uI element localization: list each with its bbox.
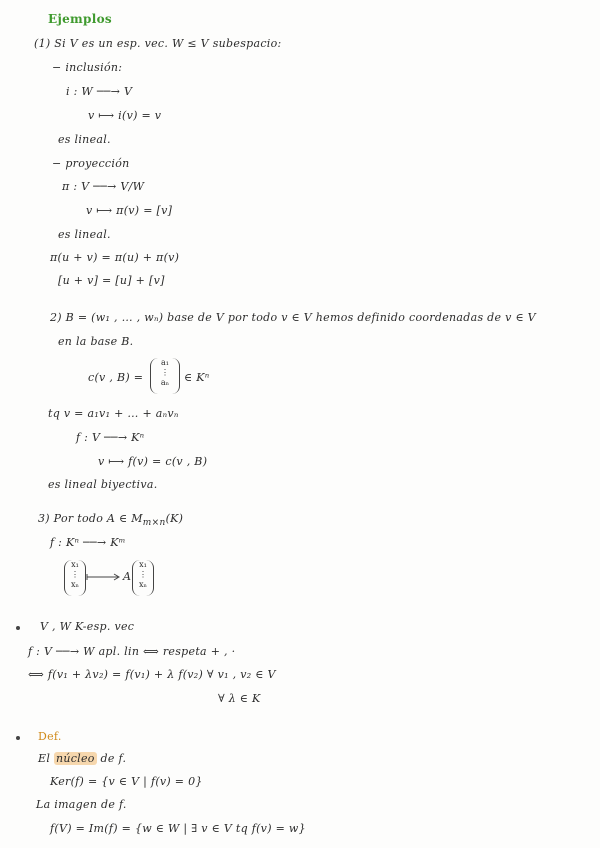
image-label: La imagen de f. <box>36 798 127 811</box>
image-definition: f(V) = Im(f) = {w ∈ W | ∃ v ∈ V tq f(v) = w} <box>50 822 306 835</box>
inclusion-label: − inclusión: <box>52 61 123 74</box>
projection-rule: v ⟼ π(v) = [v] <box>86 204 173 217</box>
projection-map: π : V ──→ V/W <box>62 180 145 193</box>
matrix-a: A <box>123 570 132 583</box>
vector-entry: ⋮ <box>139 570 147 579</box>
nucleo-highlight: núcleo <box>55 752 95 765</box>
matrix-map: f : Kⁿ ──→ Kᵐ <box>50 536 126 549</box>
coordinate-lhs: c(v , B) = <box>88 371 144 384</box>
coordinate-rule: v ⟼ f(v) = c(v , B) <box>98 455 208 468</box>
matrix-entry: aₙ <box>160 378 170 387</box>
vector-entry: xₙ <box>139 580 147 589</box>
base-label: en la base B. <box>58 335 134 348</box>
projection-equation-2: [u + v] = [u] + [v] <box>58 274 165 287</box>
linear-map-definition: f : V ──→ W apl. lin ⟺ respeta + , · <box>28 645 236 658</box>
inclusion-linear: es lineal. <box>58 133 111 146</box>
inclusion-map: i : W ──→ V <box>66 85 133 98</box>
output-vector <box>132 560 154 596</box>
coordinate-rhs: ∈ Kⁿ <box>184 371 210 384</box>
spaces-line: V , W K-esp. vec <box>40 620 135 633</box>
example-2-heading: 2) B = (w₁ , … , wₙ) base de V por todo v ∈ V hemos definido coordenadas de v ∈ V <box>50 311 536 324</box>
example-3-heading: 3) Por todo A ∈ $M_{m\times n}(K)$ <box>38 512 184 529</box>
matrix-entry: a₁ <box>161 358 169 367</box>
vector-entry: x₁ <box>139 560 147 569</box>
definition-label: Def. <box>38 730 62 743</box>
bijective-label: es lineal biyectiva. <box>48 478 158 491</box>
maps-to-arrow-icon <box>86 572 122 582</box>
projection-label: − proyección <box>52 157 130 170</box>
kernel-definition: Ker(f) = {v ∈ V | f(v) = 0} <box>50 775 203 788</box>
scalar-quantifier: ∀ λ ∈ K <box>218 692 261 705</box>
nucleo-line: El núcleo de f. <box>38 752 127 765</box>
bullet-icon <box>16 736 20 740</box>
bullet-icon <box>16 626 20 630</box>
projection-linear: es lineal. <box>58 228 111 241</box>
linear-map-equation: ⟺ f(v₁ + λv₂) = f(v₁) + λ f(v₂) ∀ v₁ , v₂ ∈ V <box>28 668 276 681</box>
tq-line: tq v = a₁v₁ + … + aₙvₙ <box>48 407 179 420</box>
vector-entry: x₁ <box>71 560 79 569</box>
page-title: Ejemplos <box>48 12 112 26</box>
example-1-heading: (1) Si V es un esp. vec. W ≤ V subespacio: <box>34 37 282 50</box>
input-vector <box>64 560 86 596</box>
matrix-entry: ⋮ <box>161 368 169 377</box>
vector-entry: ⋮ <box>71 570 79 579</box>
coordinate-map: f : V ──→ Kⁿ <box>76 431 145 444</box>
vector-entry: xₙ <box>71 580 79 589</box>
projection-equation-1: π(u + v) = π(u) + π(v) <box>50 251 180 264</box>
coordinate-matrix <box>150 358 180 394</box>
inclusion-rule: v ⟼ i(v) = v <box>88 109 162 122</box>
